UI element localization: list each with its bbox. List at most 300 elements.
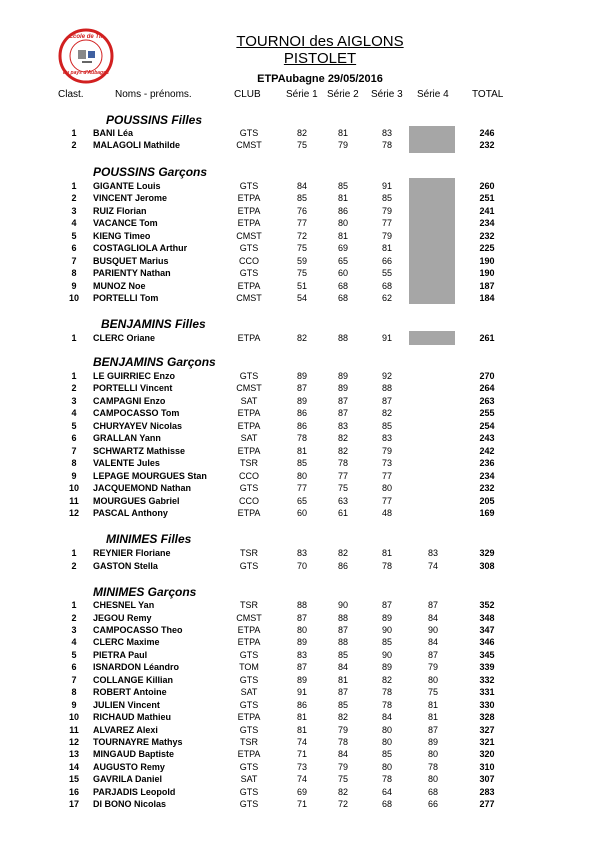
cell-name: VINCENT Jerome xyxy=(93,193,168,204)
category-title: MINIMES Filles xyxy=(106,532,192,546)
result-row xyxy=(0,507,600,519)
cell-club: CMST xyxy=(236,230,262,241)
cell-name: CLERC Maxime xyxy=(93,637,160,648)
result-row xyxy=(0,407,600,419)
cell-s1: 87 xyxy=(296,612,307,623)
cell-s4: 79 xyxy=(427,662,438,673)
cell-name: SCHWARTZ Mathisse xyxy=(93,445,186,456)
cell-s1: 71 xyxy=(296,749,307,760)
result-row xyxy=(0,192,600,204)
cell-s3: 78 xyxy=(381,774,392,785)
cell-club: GTS xyxy=(239,699,259,710)
cell-total: 308 xyxy=(479,560,495,571)
cell-club: ETPA xyxy=(237,205,261,216)
cell-club: ETPA xyxy=(237,280,261,291)
cell-s3: 83 xyxy=(381,128,392,138)
cell-name: CAMPOCASSO Tom xyxy=(93,408,180,419)
cell-s3: 79 xyxy=(381,230,392,241)
cell-total: 205 xyxy=(479,495,495,506)
cell-s1: 74 xyxy=(296,774,307,785)
result-row xyxy=(0,560,600,572)
cell-s1: 80 xyxy=(296,624,307,635)
cell-place: 4 xyxy=(71,408,77,419)
result-row xyxy=(0,127,600,139)
cell-s1: 82 xyxy=(296,128,307,138)
cell-total: 283 xyxy=(479,786,495,797)
cell-s1: 86 xyxy=(296,420,307,431)
cell-s1: 89 xyxy=(296,371,307,381)
cell-s2: 84 xyxy=(337,749,348,760)
cell-s2: 85 xyxy=(337,181,348,191)
cell-club: ETPA xyxy=(237,408,261,419)
cell-name: VALENTE Jules xyxy=(93,458,160,469)
cell-club: TOM xyxy=(239,662,259,673)
cell-club: ETPA xyxy=(237,218,261,229)
cell-place: 5 xyxy=(71,649,77,660)
cell-s3: 90 xyxy=(381,624,392,635)
cell-total: 190 xyxy=(479,268,495,279)
cell-name: CHURYAYEV Nicolas xyxy=(93,420,183,431)
cell-s2: 82 xyxy=(337,712,348,722)
cell-s2: 82 xyxy=(337,786,348,797)
cell-s4: 74 xyxy=(427,560,438,571)
result-row xyxy=(0,674,600,686)
result-row xyxy=(0,395,600,407)
cell-s1: 77 xyxy=(296,218,307,229)
cell-club: ETPA xyxy=(237,624,261,635)
cell-s1: 71 xyxy=(296,799,307,810)
cell-s1: 86 xyxy=(296,408,307,419)
cell-name: CHESNEL Yan xyxy=(93,600,155,610)
result-row xyxy=(0,736,600,748)
tournament-title: TOURNOI des AIGLONS xyxy=(236,33,404,50)
cell-s3: 90 xyxy=(381,649,392,660)
cell-club: TSR xyxy=(240,548,258,558)
cell-place: 9 xyxy=(71,280,77,291)
cell-s4: 90 xyxy=(427,624,438,635)
cell-s1: 81 xyxy=(296,712,307,722)
cell-name: ROBERT Antoine xyxy=(93,687,167,698)
cell-name: COLLANGE Killian xyxy=(93,674,174,685)
cell-s2: 86 xyxy=(337,560,348,571)
cell-place: 2 xyxy=(71,193,77,204)
cell-place: 14 xyxy=(68,761,79,772)
cell-name: GASTON Stella xyxy=(93,560,158,571)
cell-s3: 78 xyxy=(381,699,392,710)
result-row xyxy=(0,230,600,242)
result-row xyxy=(0,612,600,624)
result-row xyxy=(0,699,600,711)
cell-total: 263 xyxy=(479,395,495,406)
cell-place: 11 xyxy=(69,495,79,506)
cell-s2: 63 xyxy=(337,495,348,506)
cell-club: CCO xyxy=(239,255,259,266)
cell-s3: 80 xyxy=(381,737,392,747)
cell-place: 1 xyxy=(71,371,77,381)
cell-club: ETPA xyxy=(237,445,261,456)
cell-name: LEPAGE MOURGUES Stan xyxy=(93,470,207,481)
cell-s1: 75 xyxy=(296,140,307,151)
cell-place: 1 xyxy=(71,548,77,558)
result-row xyxy=(0,332,600,344)
cell-place: 1 xyxy=(71,600,77,610)
cell-name: REYNIER Floriane xyxy=(93,548,171,558)
logo-top-text: Ecole de Tir xyxy=(69,34,103,40)
result-row xyxy=(0,292,600,304)
cell-name: ALVAREZ Alexi xyxy=(93,724,158,735)
result-row xyxy=(0,761,600,773)
cell-name: PORTELLI Tom xyxy=(93,293,159,304)
cell-s3: 89 xyxy=(381,662,392,673)
cell-s2: 88 xyxy=(337,333,348,343)
cell-name: GIGANTE Louis xyxy=(93,181,161,191)
cell-name: CAMPOCASSO Theo xyxy=(93,624,183,635)
cell-s3: 82 xyxy=(381,674,392,685)
cell-name: JACQUEMOND Nathan xyxy=(93,483,192,494)
cell-total: 232 xyxy=(479,230,495,241)
cell-place: 10 xyxy=(68,483,79,494)
cell-place: 3 xyxy=(71,205,77,216)
col-header-s4: Série 4 xyxy=(417,89,449,100)
cell-club: ETPA xyxy=(237,507,261,518)
cell-s2: 87 xyxy=(337,408,348,419)
cell-name: ISNARDON Léandro xyxy=(93,662,180,673)
cell-s1: 87 xyxy=(296,383,307,394)
cell-place: 12 xyxy=(68,737,79,747)
cell-s4: 87 xyxy=(427,724,438,735)
cell-s1: 81 xyxy=(296,445,307,456)
cell-club: GTS xyxy=(239,243,259,254)
result-row xyxy=(0,773,600,785)
col-header-s1: Série 1 xyxy=(286,89,318,100)
cell-name: COSTAGLIOLA Arthur xyxy=(93,243,188,254)
result-row xyxy=(0,255,600,267)
cell-name: PORTELLI Vincent xyxy=(93,383,173,394)
result-row xyxy=(0,382,600,394)
cell-s1: 84 xyxy=(296,181,307,191)
cell-name: BANI Léa xyxy=(93,128,134,138)
cell-club: GTS xyxy=(239,371,259,381)
cell-s3: 85 xyxy=(381,637,392,648)
cell-s3: 64 xyxy=(381,786,392,797)
cell-club: GTS xyxy=(239,268,259,279)
result-row xyxy=(0,599,600,611)
cell-s2: 82 xyxy=(337,433,348,444)
cell-s2: 81 xyxy=(337,230,348,241)
cell-s1: 70 xyxy=(296,560,307,571)
cell-s2: 61 xyxy=(337,507,348,518)
cell-name: BUSQUET Marius xyxy=(93,255,169,266)
cell-s2: 72 xyxy=(337,799,348,810)
cell-s2: 88 xyxy=(337,637,348,648)
result-row xyxy=(0,624,600,636)
cell-s2: 81 xyxy=(337,128,348,138)
cell-s2: 78 xyxy=(337,737,348,747)
cell-name: RICHAUD Mathieu xyxy=(93,712,171,722)
cell-s1: 89 xyxy=(296,395,307,406)
cell-total: 330 xyxy=(479,699,495,710)
cell-s2: 85 xyxy=(337,699,348,710)
result-row xyxy=(0,432,600,444)
cell-s4: 68 xyxy=(427,786,438,797)
category-title: BENJAMINS Garçons xyxy=(93,355,216,369)
cell-s3: 77 xyxy=(381,470,392,481)
cell-s1: 54 xyxy=(296,293,307,304)
cell-s2: 69 xyxy=(337,243,348,254)
cell-s4: 80 xyxy=(427,674,438,685)
cell-s3: 77 xyxy=(381,495,392,506)
cell-s3: 78 xyxy=(381,140,392,151)
cell-place: 7 xyxy=(71,445,77,456)
cell-s1: 87 xyxy=(296,662,307,673)
cell-s3: 78 xyxy=(381,687,392,698)
cell-total: 255 xyxy=(479,408,495,419)
result-row xyxy=(0,495,600,507)
cell-s1: 83 xyxy=(296,548,307,558)
cell-s3: 85 xyxy=(381,749,392,760)
cell-name: JULIEN Vincent xyxy=(93,699,160,710)
cell-total: 264 xyxy=(479,383,495,394)
cell-s1: 89 xyxy=(296,674,307,685)
cell-s3: 89 xyxy=(381,612,392,623)
cell-s4: 78 xyxy=(427,761,438,772)
cell-total: 270 xyxy=(479,371,495,381)
cell-place: 9 xyxy=(71,470,77,481)
result-row xyxy=(0,711,600,723)
cell-club: GTS xyxy=(239,483,259,494)
cell-name: CAMPAGNI Enzo xyxy=(93,395,166,406)
cell-place: 10 xyxy=(68,293,79,304)
cell-s4: 89 xyxy=(427,737,438,747)
cell-club: SAT xyxy=(240,395,258,406)
cell-s2: 89 xyxy=(337,371,348,381)
cell-club: GTS xyxy=(239,724,259,735)
cell-name: GRALLAN Yann xyxy=(93,433,161,444)
cell-s3: 73 xyxy=(381,458,392,469)
cell-club: ETPA xyxy=(237,333,261,343)
cell-name: LE GUIRRIEC Enzo xyxy=(93,371,176,381)
category-title: BENJAMINS Filles xyxy=(101,317,206,331)
cell-s2: 89 xyxy=(337,383,348,394)
cell-name: CLERC Oriane xyxy=(93,333,156,343)
cell-place: 5 xyxy=(71,420,77,431)
cell-s4: 87 xyxy=(427,649,438,660)
cell-s4: 83 xyxy=(427,548,438,558)
cell-s2: 84 xyxy=(337,662,348,673)
cell-s2: 81 xyxy=(337,674,348,685)
cell-s1: 69 xyxy=(296,786,307,797)
cell-s2: 79 xyxy=(337,140,348,151)
cell-name: MINGAUD Baptiste xyxy=(93,749,175,760)
result-row xyxy=(0,280,600,292)
result-row xyxy=(0,636,600,648)
cell-place: 16 xyxy=(68,786,79,797)
cell-name: MUNOZ Noe xyxy=(93,280,146,291)
result-row xyxy=(0,786,600,798)
cell-total: 307 xyxy=(479,774,495,785)
cell-s3: 80 xyxy=(381,724,392,735)
cell-club: CMST xyxy=(236,612,262,623)
cell-s4: 84 xyxy=(427,637,438,648)
cell-club: GTS xyxy=(239,799,259,810)
cell-place: 5 xyxy=(71,230,77,241)
result-row xyxy=(0,242,600,254)
category-title: MINIMES Garçons xyxy=(93,585,197,599)
cell-place: 10 xyxy=(68,712,79,722)
cell-name: PARIENTY Nathan xyxy=(93,268,171,279)
cell-name: MALAGOLI Mathilde xyxy=(93,140,180,151)
cell-place: 2 xyxy=(71,383,77,394)
cell-name: JEGOU Remy xyxy=(93,612,152,623)
cell-total: 329 xyxy=(479,548,495,558)
cell-s2: 90 xyxy=(337,600,348,610)
cell-total: 241 xyxy=(479,205,495,216)
cell-s3: 68 xyxy=(381,280,392,291)
cell-s2: 87 xyxy=(337,624,348,635)
cell-s1: 60 xyxy=(296,507,307,518)
cell-total: 236 xyxy=(479,458,495,469)
cell-s3: 62 xyxy=(381,293,392,304)
cell-place: 2 xyxy=(71,140,77,151)
cell-s1: 81 xyxy=(296,724,307,735)
cell-s3: 77 xyxy=(381,218,392,229)
cell-name: PARJADIS Leopold xyxy=(93,786,176,797)
cell-s3: 82 xyxy=(381,408,392,419)
cell-s3: 87 xyxy=(381,395,392,406)
cell-s3: 68 xyxy=(381,799,392,810)
cell-s3: 66 xyxy=(381,255,392,266)
cell-s1: 76 xyxy=(296,205,307,216)
cell-club: GTS xyxy=(239,181,259,191)
cell-s2: 87 xyxy=(337,687,348,698)
cell-club: CMST xyxy=(236,140,262,151)
cell-s4: 81 xyxy=(427,712,438,722)
cell-total: 254 xyxy=(479,420,495,431)
cell-s3: 81 xyxy=(381,548,392,558)
cell-place: 4 xyxy=(71,218,77,229)
cell-place: 2 xyxy=(71,560,77,571)
cell-name: KIENG Timeo xyxy=(93,230,151,241)
cell-s4: 66 xyxy=(427,799,438,810)
cell-s1: 77 xyxy=(296,483,307,494)
cell-place: 3 xyxy=(71,624,77,635)
cell-s2: 79 xyxy=(337,724,348,735)
cell-s1: 78 xyxy=(296,433,307,444)
cell-total: 234 xyxy=(479,218,495,229)
cell-s1: 82 xyxy=(296,333,307,343)
category-title: POUSSINS Garçons xyxy=(93,165,208,179)
cell-s2: 88 xyxy=(337,612,348,623)
cell-club: GTS xyxy=(239,128,259,138)
cell-s2: 86 xyxy=(337,205,348,216)
cell-total: 190 xyxy=(479,255,495,266)
cell-total: 348 xyxy=(479,612,495,623)
cell-place: 1 xyxy=(71,128,77,138)
cell-s4: 81 xyxy=(427,699,438,710)
result-row xyxy=(0,180,600,192)
cell-club: SAT xyxy=(240,687,258,698)
col-header-s2: Série 2 xyxy=(327,89,359,100)
result-row xyxy=(0,420,600,432)
cell-s1: 85 xyxy=(296,193,307,204)
cell-total: 251 xyxy=(479,193,495,204)
result-row xyxy=(0,686,600,698)
cell-s1: 80 xyxy=(296,470,307,481)
cell-s3: 85 xyxy=(381,420,392,431)
result-row xyxy=(0,470,600,482)
cell-s3: 88 xyxy=(381,383,392,394)
cell-s4: 75 xyxy=(427,687,438,698)
cell-club: CCO xyxy=(239,470,259,481)
cell-club: TSR xyxy=(240,458,258,469)
cell-total: 243 xyxy=(479,433,495,444)
cell-place: 6 xyxy=(71,433,77,444)
cell-s3: 48 xyxy=(381,507,392,518)
cell-total: 352 xyxy=(479,600,495,610)
result-row xyxy=(0,267,600,279)
cell-s4: 87 xyxy=(427,600,438,610)
cell-total: 232 xyxy=(479,483,495,494)
cell-place: 12 xyxy=(68,507,79,518)
cell-name: PASCAL Anthony xyxy=(93,507,168,518)
cell-s1: 51 xyxy=(296,280,307,291)
cell-club: GTS xyxy=(239,786,259,797)
cell-club: GTS xyxy=(239,649,259,660)
cell-s2: 78 xyxy=(337,458,348,469)
cell-s3: 80 xyxy=(381,761,392,772)
cell-s2: 68 xyxy=(337,280,348,291)
cell-s1: 75 xyxy=(296,243,307,254)
cell-s2: 65 xyxy=(337,255,348,266)
logo-bottom-text: du pays d'Aubagne xyxy=(63,70,109,76)
cell-total: 225 xyxy=(479,243,495,254)
cell-s3: 79 xyxy=(381,205,392,216)
cell-total: 331 xyxy=(479,687,495,698)
cell-s1: 59 xyxy=(296,255,307,266)
cell-club: GTS xyxy=(239,761,259,772)
cell-s1: 72 xyxy=(296,230,307,241)
cell-name: MOURGUES Gabriel xyxy=(93,495,180,506)
result-row xyxy=(0,445,600,457)
cell-s2: 83 xyxy=(337,420,348,431)
result-row xyxy=(0,205,600,217)
cell-club: CMST xyxy=(236,383,262,394)
result-row xyxy=(0,139,600,151)
cell-s2: 85 xyxy=(337,649,348,660)
result-row xyxy=(0,217,600,229)
cell-s3: 87 xyxy=(381,600,392,610)
cell-place: 9 xyxy=(71,699,77,710)
cell-s4: 84 xyxy=(427,612,438,623)
cell-s1: 75 xyxy=(296,268,307,279)
cell-s3: 80 xyxy=(381,483,392,494)
cell-place: 2 xyxy=(71,612,77,623)
cell-name: RUIZ Florian xyxy=(93,205,147,216)
cell-club: SAT xyxy=(240,433,258,444)
cell-club: CCO xyxy=(239,495,259,506)
cell-total: 321 xyxy=(479,737,495,747)
result-row xyxy=(0,661,600,673)
cell-s4: 80 xyxy=(427,749,438,760)
result-row xyxy=(0,370,600,382)
col-header-s3: Série 3 xyxy=(371,89,403,100)
cell-club: ETPA xyxy=(237,749,261,760)
cell-name: AUGUSTO Remy xyxy=(93,761,165,772)
cell-place: 7 xyxy=(71,255,77,266)
col-header-club: CLUB xyxy=(234,89,261,100)
cell-place: 8 xyxy=(71,458,77,469)
cell-s1: 65 xyxy=(296,495,307,506)
